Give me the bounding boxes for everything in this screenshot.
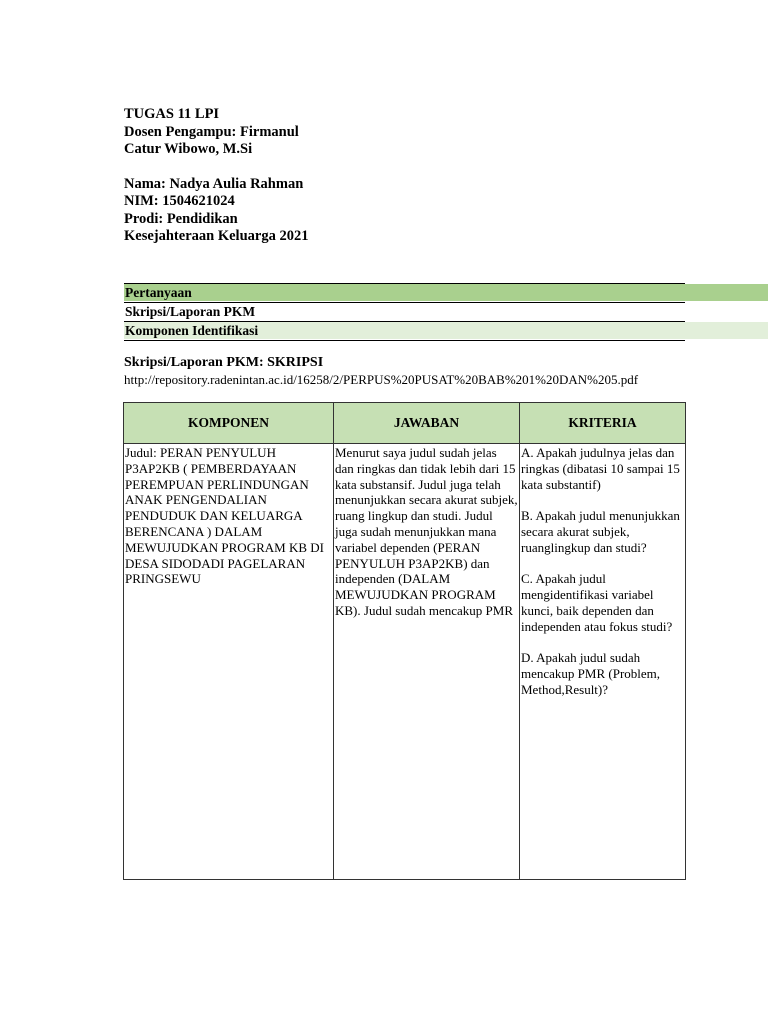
assignment-title: TUGAS 11 LPI (124, 106, 220, 122)
band-skripsi: Skripsi/Laporan PKM (124, 303, 685, 320)
study-program-line-1: Prodi: Pendidikan (124, 210, 238, 227)
table-header-row (124, 403, 686, 444)
source-url: http://repository.radenintan.ac.id/16258/2/PERPUS%20PUSAT%20BAB%201%20DAN%205.pdf (124, 372, 639, 387)
spacer (124, 159, 424, 176)
column-header-komponen: KOMPONEN (124, 403, 334, 444)
document-header (124, 106, 424, 246)
band-komponen-identifikasi: Komponen Identifikasi (124, 322, 768, 339)
student-name: Nama: Nadya Aulia Rahman (124, 175, 304, 192)
criteria-item-a: A. Apakah judulnya jelas dan ringkas (dibatasi 10 sampai 15 kata substantif) (521, 445, 680, 492)
kriteria-cell (520, 444, 686, 880)
jawaban-text: Menurut saya judul sudah jelas dan ringkas dan tidak lebih dari 15 kata substansif. Judul juga telah menunjukkan secara akurat subjek, ruang lingkup dan studi. Judul juga sudah menunjukkan mana variabel dependen (PERAN PENYULUH P3AP2KB) dan independen (DALAM MEWUJUDKAN PROGRAM KB). Judul sudah mencakup PMR (335, 445, 521, 618)
criteria-item-b: B. Apakah judul menunjukkan secara akurat subjek, ruanglingkup dan studi? (521, 508, 680, 555)
study-program-line-2: Kesejahteraan Keluarga 2021 (124, 228, 309, 244)
criteria-item-d: D. Apakah judul sudah mencakup PMR (Problem, Method,Result)? (521, 650, 661, 697)
column-header-jawaban: JAWABAN (334, 403, 520, 444)
source-title: Skripsi/Laporan PKM: SKRIPSI (124, 355, 324, 370)
lecturer-line-2: Catur Wibowo, M.Si (124, 141, 253, 157)
divider (124, 340, 685, 341)
student-nim: NIM: 1504621024 (124, 193, 235, 209)
jawaban-cell (334, 444, 520, 880)
band-pertanyaan: Pertanyaan (124, 284, 768, 301)
identification-table (123, 402, 686, 880)
criteria-item-c: C. Apakah judul mengidentifikasi variabel kunci, baik dependen dan independen atau fokus studi? (521, 571, 673, 634)
column-header-kriteria: KRITERIA (520, 403, 686, 444)
lecturer-line-1: Dosen Pengampu: Firmanul (124, 123, 299, 140)
komponen-text: Judul: PERAN PENYULUH P3AP2KB ( PEMBERDAYAAN PEREMPUAN PERLINDUNGAN ANAK PENGENDALIAN PENDUDUK DAN KELUARGA BERENCANA ) DALAM MEWUJUDKAN PROGRAM KB DI DESA SIDODADI PAGELARAN PRINGSEWU (125, 445, 328, 587)
table-row (124, 444, 686, 880)
komponen-cell (124, 444, 334, 880)
